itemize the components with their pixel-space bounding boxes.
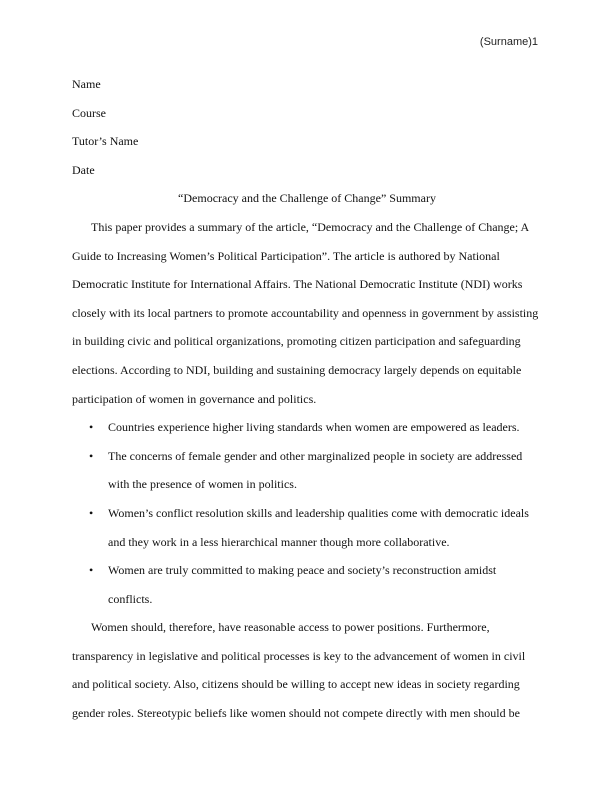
paragraph-line: participation of women in governance and politics. <box>72 391 317 406</box>
bullet-list <box>72 413 542 613</box>
paragraph-line: Democratic Institute for International Affairs. The National Democratic Institute (NDI) works <box>72 277 523 292</box>
bullet-dot-icon: • <box>89 420 94 435</box>
bullet-dot-icon: • <box>89 448 94 463</box>
heading-block <box>72 70 542 184</box>
paragraph-line: Women should, therefore, have reasonable access to power positions. Furthermore, <box>91 620 490 635</box>
paragraph-line: in building civic and political organizations, promoting citizen participation and safeguarding <box>72 334 521 349</box>
paragraph-line: elections. According to NDI, building and sustaining democracy largely depends on equitable <box>72 362 522 377</box>
bullet-line: with the presence of women in politics. <box>108 477 297 492</box>
bullet-item <box>72 413 542 442</box>
paragraph-conclusion <box>72 613 542 727</box>
bullet-line: and they work in a less hierarchical manner though more collaborative. <box>108 534 450 549</box>
paragraph-line: Guide to Increasing Women’s Political Participation”. The article is authored by National <box>72 248 500 263</box>
bullet-line: Women are truly committed to making peace and society’s reconstruction amidst <box>108 563 497 578</box>
paragraph-intro <box>72 213 542 413</box>
paragraph-line: transparency in legislative and political processes is key to the advancement of women in civil <box>72 648 526 663</box>
running-head: (Surname)1 <box>479 36 538 48</box>
paragraph-line: closely with its local partners to promote accountability and openness in government by assisting <box>72 305 539 320</box>
paragraph-line: This paper provides a summary of the article, “Democracy and the Challenge of Change; A <box>91 219 530 234</box>
document-body <box>72 70 542 728</box>
bullet-item <box>72 556 542 613</box>
date: Date <box>72 162 95 177</box>
bullet-item <box>72 499 542 556</box>
bullet-dot-icon: • <box>89 505 94 520</box>
tutor-name: Tutor’s Name <box>72 134 139 149</box>
bullet-line: Countries experience higher living standards when women are empowered as leaders. <box>108 420 520 435</box>
bullet-line: The concerns of female gender and other marginalized people in society are addressed <box>108 448 523 463</box>
student-name: Name <box>72 77 101 91</box>
bullet-line: conflicts. <box>108 591 153 606</box>
document-title: “Democracy and the Challenge of Change” Summary <box>178 191 436 206</box>
paragraph-line: gender roles. Stereotypic beliefs like women should not compete directly with men should be <box>72 706 520 721</box>
bullet-item <box>72 442 542 499</box>
course-name: Course <box>72 105 106 120</box>
paragraph-line: and political society. Also, citizens should be willing to accept new ideas in society regarding <box>72 677 520 692</box>
bullet-dot-icon: • <box>89 563 94 578</box>
bullet-line: Women’s conflict resolution skills and leadership qualities come with democratic ideals <box>108 505 529 520</box>
